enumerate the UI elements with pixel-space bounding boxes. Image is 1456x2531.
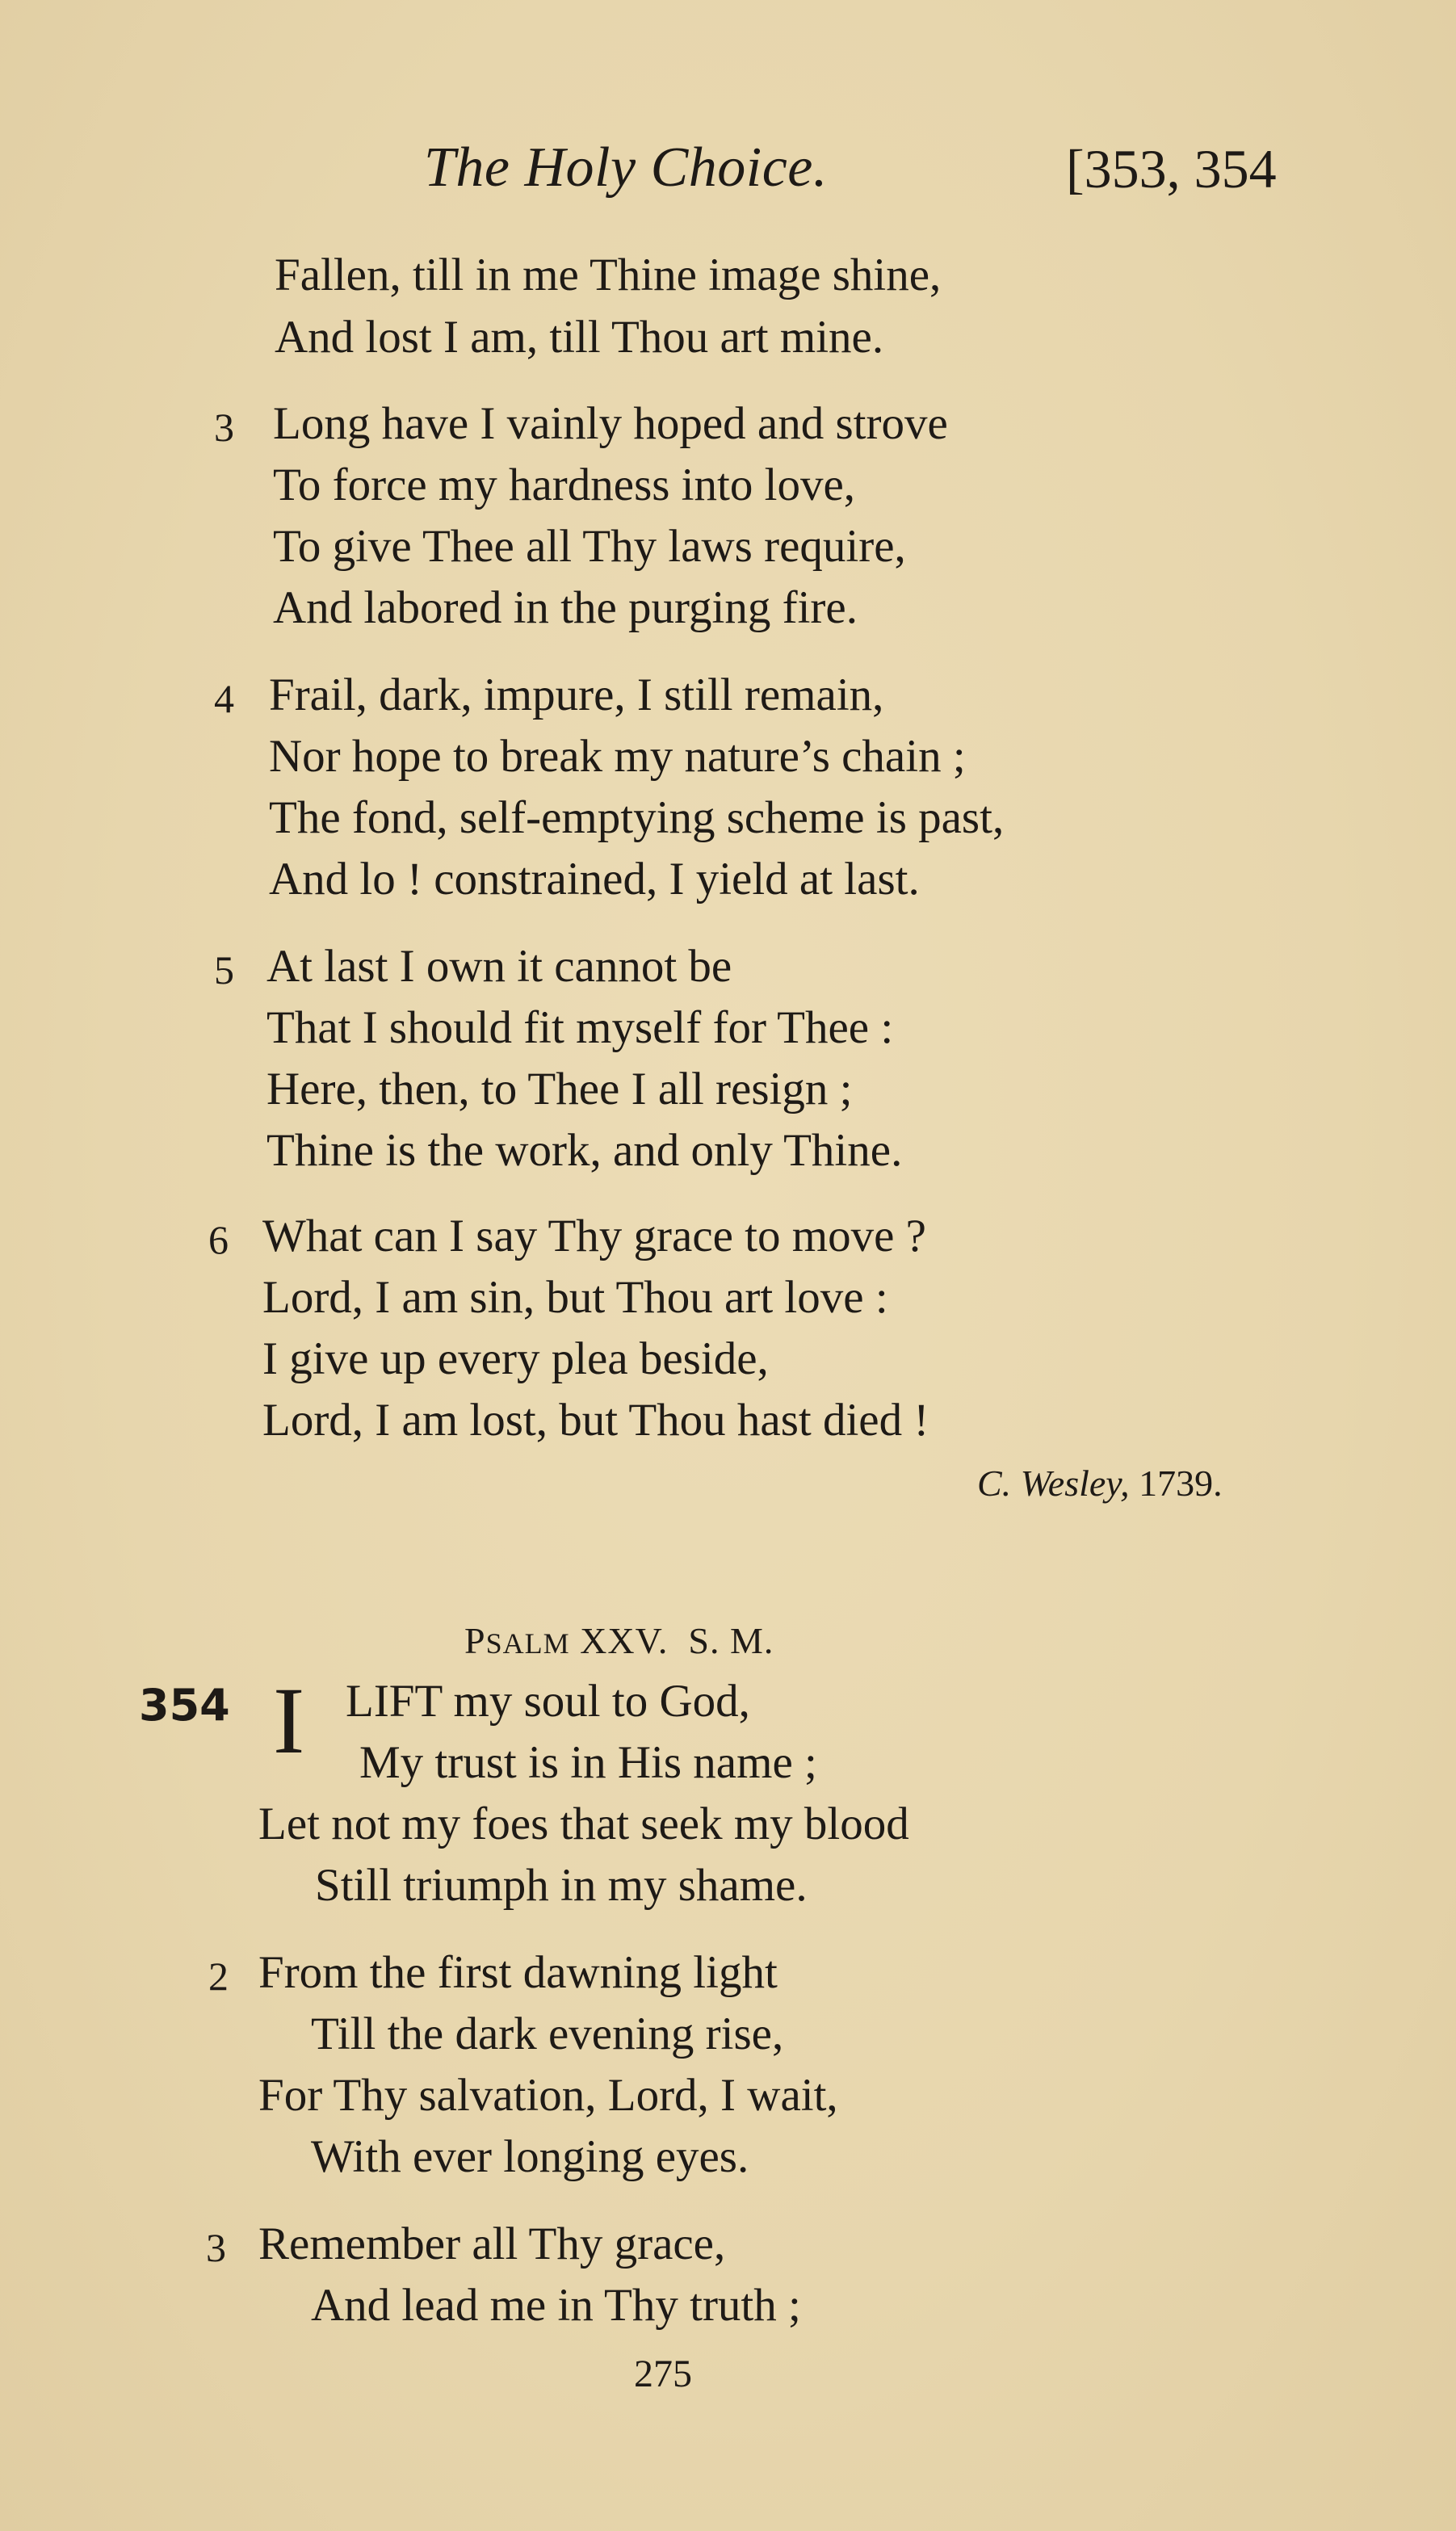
verse-line: And labored in the purging fire.: [273, 582, 858, 633]
verse-line: Remember all Thy grace,: [258, 2218, 726, 2269]
verse-line: Here, then, to Thee I all resign ;: [266, 1064, 853, 1114]
year: 1739.: [1139, 1463, 1223, 1504]
page-number: 275: [634, 2353, 692, 2395]
verse-line: Till the dark evening rise,: [311, 2008, 784, 2059]
author-name: C. Wesley,: [977, 1463, 1130, 1504]
verse-line: My trust is in His name ;: [359, 1737, 817, 1788]
verse-line: What can I say Thy grace to move ?: [262, 1211, 926, 1261]
verse-line: Lord, I am lost, but Thou hast died !: [262, 1395, 929, 1446]
verse-line: To give Thee all Thy laws require,: [273, 521, 906, 572]
stanza-number: 3: [214, 405, 234, 450]
psalm-number: XXV.: [580, 1620, 669, 1661]
verse-line: The fond, self-emptying scheme is past,: [269, 792, 1005, 843]
verse-line: Fallen, till in me Thine image shine,: [275, 250, 942, 300]
verse-line: And lost I am, till Thou art mine.: [275, 312, 884, 363]
verse-line: Thine is the work, and only Thine.: [266, 1125, 903, 1176]
verse-line: That I should fit myself for Thee :: [266, 1002, 894, 1053]
psalm-label-initial: P: [464, 1620, 486, 1661]
psalm-label-rest: SALM: [485, 1627, 570, 1660]
verse-line: Let not my foes that seek my blood: [258, 1799, 909, 1849]
verse-line: Lord, I am sin, but Thou art love :: [262, 1272, 888, 1323]
hymn-attribution: [977, 1462, 1223, 1505]
verse-line: I give up every plea beside,: [262, 1333, 769, 1384]
verse-line: For Thy salvation, Lord, I wait,: [258, 2070, 838, 2121]
verse-line: LIFT my soul to God,: [346, 1676, 750, 1727]
stanza-number: 5: [214, 947, 234, 993]
verse-line: Frail, dark, impure, I still remain,: [269, 669, 884, 720]
stanza-number: 4: [214, 676, 234, 721]
verse-line: At last I own it cannot be: [266, 941, 732, 992]
drop-cap: I: [273, 1668, 305, 1773]
verse-line: Long have I vainly hoped and strove: [273, 398, 948, 449]
running-title: The Holy Choice.: [424, 136, 828, 199]
stanza-number: 6: [208, 1217, 229, 1262]
verse-line: And lead me in Thy truth ;: [311, 2280, 801, 2331]
stanza-number: 3: [206, 2225, 226, 2270]
stanza-number: 2: [208, 1954, 229, 1999]
verse-line: Still triumph in my shame.: [315, 1860, 808, 1911]
meter: S. M.: [688, 1620, 774, 1661]
hymn-number-range: [353, 354: [1066, 138, 1277, 199]
verse-line: With ever longing eyes.: [311, 2131, 749, 2182]
verse-line: Nor hope to break my nature’s chain ;: [269, 731, 966, 782]
verse-line: To force my hardness into love,: [273, 460, 855, 510]
hymn-number: 354: [139, 1680, 230, 1731]
verse-line: From the first dawning light: [258, 1947, 778, 1998]
verse-line: And lo ! constrained, I yield at last.: [269, 854, 920, 905]
psalm-heading: [464, 1619, 774, 1662]
